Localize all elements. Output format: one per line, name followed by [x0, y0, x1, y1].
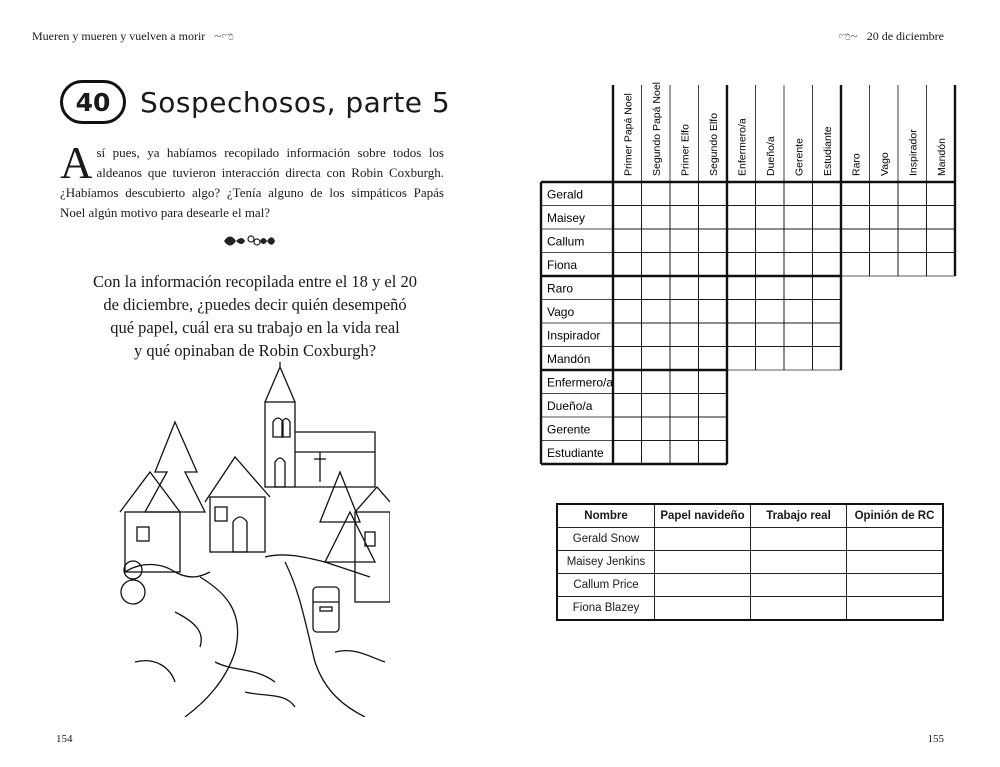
grid-cell[interactable]: [670, 441, 699, 465]
grid-cell[interactable]: [898, 229, 927, 253]
column-header: Vago: [878, 152, 891, 176]
grid-cell[interactable]: [784, 182, 813, 206]
answer-cell[interactable]: [751, 528, 847, 551]
page-number-left: 154: [56, 733, 73, 745]
column-header: Enfermero/a: [736, 118, 749, 176]
row-header: Gerente: [547, 422, 591, 437]
grid-cell[interactable]: [642, 347, 671, 371]
question-line: y qué opinaban de Robin Coxburgh?: [133, 341, 377, 360]
grid-cell[interactable]: [642, 206, 671, 230]
grid-cell[interactable]: [670, 323, 699, 347]
grid-cell[interactable]: [642, 323, 671, 347]
row-header: Raro: [547, 281, 574, 296]
grid-cell[interactable]: [841, 253, 870, 277]
grid-cell[interactable]: [670, 417, 699, 441]
grid-cell[interactable]: [613, 253, 642, 277]
answer-cell[interactable]: [847, 551, 944, 574]
grid-cell[interactable]: [613, 394, 642, 418]
puzzle-title: Sospechosos, parte 5: [140, 85, 451, 119]
grid-cell[interactable]: [784, 206, 813, 230]
grid-cell[interactable]: [756, 323, 785, 347]
answer-cell[interactable]: [847, 597, 944, 621]
grid-cell[interactable]: [699, 300, 728, 324]
drop-cap: A: [60, 138, 93, 188]
grid-cell[interactable]: [670, 182, 699, 206]
column-header: Raro: [850, 153, 863, 176]
column-header: Inspirador: [907, 129, 920, 176]
grid-cell[interactable]: [699, 370, 728, 394]
grid-cell[interactable]: [784, 229, 813, 253]
grid-cell[interactable]: [841, 206, 870, 230]
puzzle-number: 40: [60, 80, 126, 124]
grid-cell[interactable]: [642, 229, 671, 253]
grid-cell[interactable]: [756, 276, 785, 300]
column-header-role: Papel navideño: [655, 504, 751, 528]
grid-cell[interactable]: [813, 206, 842, 230]
grid-cell[interactable]: [699, 276, 728, 300]
grid-cell[interactable]: [699, 323, 728, 347]
grid-cell[interactable]: [613, 300, 642, 324]
book-title: Mueren y mueren y vuelven a morir: [32, 29, 206, 43]
grid-cell[interactable]: [642, 394, 671, 418]
grid-cell[interactable]: [613, 206, 642, 230]
grid-cell[interactable]: [813, 182, 842, 206]
grid-cell[interactable]: [670, 347, 699, 371]
question-line: de diciembre, ¿puedes decir quién desempeñó: [103, 295, 407, 314]
answer-cell[interactable]: [655, 528, 751, 551]
table-row: [557, 597, 943, 621]
row-header: Vago: [547, 304, 575, 319]
grid-cell[interactable]: [699, 229, 728, 253]
grid-cell[interactable]: [699, 347, 728, 371]
grid-cell[interactable]: [670, 276, 699, 300]
grid-cell[interactable]: [642, 417, 671, 441]
table-row: [557, 574, 943, 597]
column-header-job: Trabajo real: [751, 504, 847, 528]
row-header: Inspirador: [547, 328, 601, 343]
answer-cell[interactable]: [751, 574, 847, 597]
chapter-date: 20 de diciembre: [866, 29, 944, 43]
grid-cell[interactable]: [727, 182, 756, 206]
grid-cell[interactable]: [642, 182, 671, 206]
grid-cell[interactable]: [813, 276, 842, 300]
answer-cell[interactable]: [847, 528, 944, 551]
answer-cell[interactable]: [751, 551, 847, 574]
grid-cell[interactable]: [813, 229, 842, 253]
grid-cell[interactable]: [784, 323, 813, 347]
grid-cell[interactable]: [898, 253, 927, 277]
grid-cell[interactable]: [756, 253, 785, 277]
grid-cell[interactable]: [927, 182, 956, 206]
grid-cell[interactable]: [727, 323, 756, 347]
grid-cell[interactable]: [841, 229, 870, 253]
grid-cell[interactable]: [642, 441, 671, 465]
grid-cell[interactable]: [642, 300, 671, 324]
question-line: qué papel, cuál era su trabajo en la vida real: [110, 318, 400, 337]
column-header-name: Nombre: [557, 504, 655, 528]
grid-cell[interactable]: [613, 417, 642, 441]
grid-cell[interactable]: [670, 229, 699, 253]
column-header: Primer Papá Noel: [622, 93, 635, 176]
column-header: Estudiante: [821, 126, 834, 176]
grid-cell[interactable]: [756, 229, 785, 253]
row-header: Fiona: [547, 257, 578, 272]
row-header: Mandón: [547, 351, 591, 366]
answer-cell[interactable]: [655, 597, 751, 621]
flourish-icon: ಌ~: [838, 28, 858, 43]
grid-cell[interactable]: [613, 347, 642, 371]
person-name: Callum Price: [557, 574, 655, 597]
column-header-opinion: Opinión de RC: [847, 504, 944, 528]
grid-cell[interactable]: [927, 206, 956, 230]
column-header: Primer Elfo: [679, 124, 692, 176]
intro-text: sí pues, ya habíamos recopilado información sobre todos los aldeanos que tuvieron interacción directa con Robin Coxburgh. ¿Habíamos descubierto algo? ¿Tenía alguno de los simpáticos Papás Noel algún motivo para desearle el mal?: [60, 145, 444, 220]
grid-cell[interactable]: [927, 229, 956, 253]
grid-cell[interactable]: [784, 253, 813, 277]
grid-cell[interactable]: [613, 182, 642, 206]
answer-table: [556, 503, 944, 621]
grid-cell[interactable]: [813, 323, 842, 347]
grid-cell[interactable]: [699, 182, 728, 206]
grid-cell[interactable]: [699, 417, 728, 441]
grid-cell[interactable]: [870, 253, 899, 277]
grid-cell[interactable]: [927, 253, 956, 277]
grid-cell[interactable]: [642, 276, 671, 300]
answer-cell[interactable]: [751, 597, 847, 621]
person-name: Maisey Jenkins: [557, 551, 655, 574]
page-number-right: 155: [927, 733, 944, 745]
grid-cell[interactable]: [613, 370, 642, 394]
grid-cell[interactable]: [898, 182, 927, 206]
grid-cell[interactable]: [727, 276, 756, 300]
grid-cell[interactable]: [784, 276, 813, 300]
row-header: Maisey: [547, 210, 586, 225]
column-header: Dueño/a: [764, 136, 777, 176]
row-header: Dueño/a: [547, 398, 593, 413]
grid-cell[interactable]: [670, 253, 699, 277]
grid-cell[interactable]: [613, 441, 642, 465]
grid-cell[interactable]: [756, 347, 785, 371]
answer-table-header-row: [557, 504, 943, 528]
grid-cell[interactable]: [727, 206, 756, 230]
grid-cell[interactable]: [813, 300, 842, 324]
row-header: Gerald: [547, 187, 584, 202]
grid-cell[interactable]: [756, 300, 785, 324]
grid-cell[interactable]: [756, 206, 785, 230]
grid-cell[interactable]: [613, 323, 642, 347]
question-line: Con la información recopilada entre el 18 y el 20: [93, 272, 417, 291]
person-name: Fiona Blazey: [557, 597, 655, 621]
grid-cell[interactable]: [613, 276, 642, 300]
grid-cell[interactable]: [727, 253, 756, 277]
grid-cell[interactable]: [870, 182, 899, 206]
table-row: [557, 528, 943, 551]
row-header: Callum: [547, 234, 585, 249]
column-header: Segundo Papá Noel: [650, 82, 663, 176]
grid-cell[interactable]: [699, 253, 728, 277]
grid-cell[interactable]: [699, 206, 728, 230]
grid-cell[interactable]: [870, 206, 899, 230]
table-row: [557, 551, 943, 574]
flourish-icon: ~ಌ: [214, 28, 234, 43]
grid-cell[interactable]: [756, 182, 785, 206]
grid-cell[interactable]: [613, 229, 642, 253]
answer-cell[interactable]: [847, 574, 944, 597]
answer-cell[interactable]: [655, 574, 751, 597]
grid-cell[interactable]: [642, 370, 671, 394]
answer-cell[interactable]: [655, 551, 751, 574]
grid-cell[interactable]: [699, 441, 728, 465]
column-header: Mandón: [935, 138, 948, 176]
column-header: Segundo Elfo: [707, 112, 720, 176]
grid-cell[interactable]: [670, 370, 699, 394]
person-name: Gerald Snow: [557, 528, 655, 551]
grid-cell[interactable]: [898, 206, 927, 230]
grid-cell[interactable]: [784, 347, 813, 371]
grid-cell[interactable]: [813, 253, 842, 277]
grid-cell[interactable]: [670, 206, 699, 230]
column-header: Gerente: [793, 138, 806, 176]
grid-cell[interactable]: [727, 300, 756, 324]
grid-cell[interactable]: [784, 300, 813, 324]
grid-cell[interactable]: [813, 347, 842, 371]
grid-cell[interactable]: [870, 229, 899, 253]
grid-cell[interactable]: [670, 300, 699, 324]
grid-cell[interactable]: [642, 253, 671, 277]
grid-top-border: [613, 82, 955, 85]
grid-cell[interactable]: [699, 394, 728, 418]
grid-cell[interactable]: [727, 347, 756, 371]
row-header: Estudiante: [547, 445, 604, 460]
grid-cell[interactable]: [670, 394, 699, 418]
row-header: Enfermero/a: [547, 375, 614, 390]
grid-cell[interactable]: [841, 182, 870, 206]
grid-cell[interactable]: [727, 229, 756, 253]
